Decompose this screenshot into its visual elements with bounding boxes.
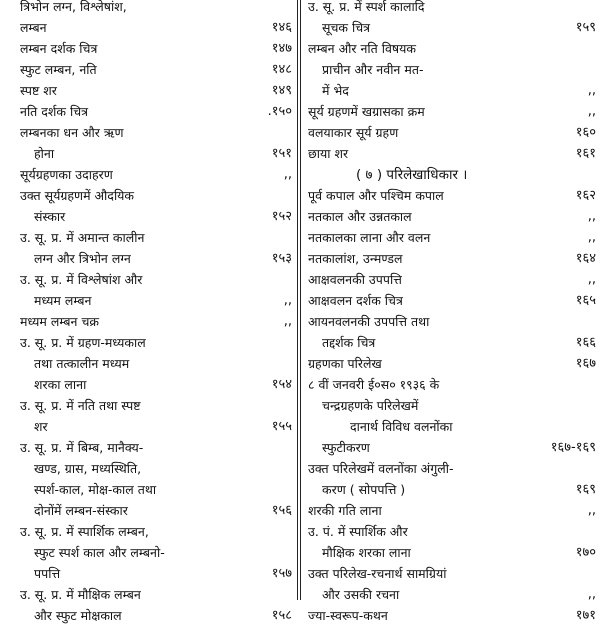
index-entry	[0, 500, 296, 522]
index-entry	[0, 0, 296, 18]
entry-text: आक्षवलन दर्शक चित्र	[308, 293, 403, 308]
index-entry	[302, 332, 600, 354]
entry-text: दानार्थ विविध वलनोंका	[350, 419, 453, 434]
entry-page-number: १७०	[575, 545, 596, 560]
index-entry	[0, 227, 296, 249]
index-entry	[0, 80, 296, 102]
index-entry	[302, 353, 600, 375]
entry-text: और स्फुट मोक्षकाल	[34, 608, 122, 623]
entry-text: ८ वीं जनवरी ई०स० १९३६ के	[308, 377, 440, 392]
index-entry	[0, 395, 296, 417]
entry-text: उक्त परिलेखमें वलनोंका अंगुली-	[308, 461, 454, 476]
index-entry	[302, 437, 600, 459]
entry-page-number: ,,	[283, 167, 292, 182]
entry-page-number: १५४	[271, 377, 292, 392]
index-entry	[302, 416, 600, 438]
section-heading-text: ( ७ ) परिलेखाधिकार ।	[356, 167, 468, 183]
entry-text: लम्बन	[20, 20, 47, 35]
entry-page-number: ,,	[587, 272, 596, 287]
entry-text: उ. सू. प्र. में स्पर्श कालादि	[308, 0, 425, 14]
index-entry	[0, 605, 296, 627]
index-entry	[302, 584, 600, 606]
index-entry	[0, 353, 296, 375]
entry-page-number: ,,	[283, 293, 292, 308]
entry-text: उक्त परिलेख-रचनार्थ सामग्रियां	[308, 566, 447, 581]
entry-page-number: १६५	[575, 293, 596, 308]
entry-page-number: १५९	[575, 20, 596, 35]
index-entry	[0, 38, 296, 60]
entry-text: आयनवलनकी उपपत्ति तथा	[308, 314, 430, 329]
index-entry	[302, 311, 600, 333]
entry-text: नतकालका लाना और वलन	[308, 230, 431, 245]
entry-text: मौक्षिक शरका लाना	[322, 545, 411, 560]
entry-text: लम्बन दर्शक चित्र	[20, 41, 98, 56]
entry-text: शरका लाना	[34, 377, 87, 392]
entry-text: लम्बनका धन और ऋण	[20, 125, 124, 140]
index-entry	[302, 17, 600, 39]
section-heading	[302, 164, 600, 186]
index-entry	[302, 479, 600, 501]
index-entry	[0, 584, 296, 606]
index-entry	[302, 374, 600, 396]
entry-text: दोनोंमें लम्बन-संस्कार	[34, 503, 128, 518]
index-entry	[302, 101, 600, 123]
index-entry	[0, 248, 296, 270]
entry-text: सूर्य ग्रहणमें खग्रासका क्रम	[308, 104, 425, 119]
index-entry	[0, 311, 296, 333]
entry-text: उ. पं. में स्पार्शिक और	[308, 524, 408, 539]
entry-text: नति दर्शक चित्र	[20, 104, 89, 119]
entry-page-number: १६१	[575, 146, 596, 161]
entry-text: लग्न और त्रिभोन लग्न	[34, 251, 131, 266]
index-entry	[302, 143, 600, 165]
entry-page-number: १६०	[575, 125, 596, 140]
entry-text: उ. सू. प्र. में स्पार्शिक लम्बन,	[20, 524, 149, 539]
entry-page-number: १४९	[271, 83, 292, 98]
entry-page-number: १७१	[575, 608, 596, 623]
entry-text: उ. सू. प्र. में बिम्ब, मानैक्य-	[20, 440, 144, 455]
index-entry	[0, 290, 296, 312]
index-entry	[0, 206, 296, 228]
column-divider-rule	[297, 0, 301, 600]
entry-text: पूर्व कपाल और पश्चिम कपाल	[308, 188, 444, 203]
entry-text: उ. सू. प्र. में नति तथा स्पष्ट	[20, 398, 141, 413]
index-entry	[302, 605, 600, 627]
entry-page-number: १५८	[271, 608, 292, 623]
entry-page-number: ,,	[283, 314, 292, 329]
index-entry	[302, 185, 600, 207]
entry-text: मध्यम लम्बन चक्र	[20, 314, 99, 329]
entry-text: आक्षवलनकी उपपत्ति	[308, 272, 402, 287]
index-entry	[302, 38, 600, 60]
index-entry	[0, 437, 296, 459]
index-entry	[302, 395, 600, 417]
entry-text: पपत्ति	[34, 566, 61, 581]
index-entry	[0, 185, 296, 207]
entry-text: ज्या-स्वरूप-कथन	[308, 608, 388, 623]
index-entry	[302, 248, 600, 270]
entry-page-number: १६७	[575, 356, 596, 371]
entry-text: नतकाल और उन्नतकाल	[308, 209, 412, 224]
index-entry	[0, 122, 296, 144]
entry-text: में भेद	[322, 83, 349, 98]
entry-text: करण ( सोपपत्ति )	[322, 482, 406, 497]
index-entry	[0, 458, 296, 480]
index-entry	[302, 122, 600, 144]
entry-text: उक्त सूर्यग्रहणमें औदयिक	[20, 188, 135, 203]
entry-text: त्रिभोन लग्न, विश्लेषांश,	[20, 0, 127, 14]
entry-text: सूर्यग्रहणका उदाहरण	[20, 167, 113, 182]
entry-page-number: ,,	[587, 587, 596, 602]
index-entry	[302, 458, 600, 480]
entry-text: मध्यम लम्बन	[34, 293, 92, 308]
entry-page-number: १५२	[271, 209, 292, 224]
index-entry	[302, 269, 600, 291]
entry-text: छाया शर	[308, 146, 349, 161]
entry-text: खण्ड, ग्रास, मध्यस्थिति,	[34, 461, 142, 476]
entry-text: उ. सू. प्र. में अमान्त कालीन	[20, 230, 145, 245]
entry-page-number: १५७	[271, 566, 292, 581]
entry-text: शरकी गति लाना	[308, 503, 382, 518]
index-entry	[0, 164, 296, 186]
entry-text: तथा तत्कालीन मध्यम	[34, 356, 130, 371]
index-entry	[302, 206, 600, 228]
index-entry	[0, 332, 296, 354]
index-entry	[0, 542, 296, 564]
index-entry	[302, 0, 600, 18]
index-entry	[0, 479, 296, 501]
entry-text: स्फुटीकरण	[322, 440, 370, 455]
entry-page-number: १५५	[271, 419, 292, 434]
index-entry	[302, 542, 600, 564]
index-entry	[302, 500, 600, 522]
index-entry	[302, 59, 600, 81]
entry-page-number: १५१	[271, 146, 292, 161]
entry-text: उ. सू. प्र. में मौक्षिक लम्बन	[20, 587, 141, 602]
entry-text: वलयाकार सूर्य ग्रहण	[308, 125, 399, 140]
index-entry	[0, 59, 296, 81]
index-entry	[302, 563, 600, 585]
entry-text: नतकालांश, उन्मण्डल	[308, 251, 403, 266]
entry-text: और उसकी रचना	[322, 587, 400, 602]
entry-text: संस्कार	[34, 209, 66, 224]
index-entry	[0, 17, 296, 39]
entry-page-number: १४७	[271, 41, 292, 56]
index-entry	[302, 80, 600, 102]
entry-text: स्फुट लम्बन, नति	[20, 62, 97, 77]
index-entry	[0, 269, 296, 291]
index-entry	[0, 374, 296, 396]
entry-page-number: १६४	[575, 251, 596, 266]
entry-text: प्राचीन और नवीन मत-	[322, 62, 424, 77]
entry-text: ग्रहणका परिलेख	[308, 356, 382, 371]
index-entry	[0, 416, 296, 438]
entry-text: तद्दर्शक चित्र	[322, 335, 376, 350]
entry-text: शर	[34, 419, 48, 434]
entry-page-number: १४६	[271, 20, 292, 35]
index-entry	[0, 143, 296, 165]
index-entry	[302, 290, 600, 312]
entry-page-number: ,,	[587, 209, 596, 224]
entry-page-number: ,,	[587, 104, 596, 119]
entry-text: चन्द्रग्रहणके परिलेखमें	[322, 398, 419, 413]
entry-page-number: १६२	[575, 188, 596, 203]
entry-page-number: ,,	[587, 230, 596, 245]
entry-page-number: १५३	[271, 251, 292, 266]
entry-page-number: १४८	[271, 62, 292, 77]
index-entry	[302, 521, 600, 543]
index-entry	[0, 521, 296, 543]
entry-page-number: १६७-१६९	[550, 440, 596, 455]
entry-text: सूचक चित्र	[322, 20, 371, 35]
index-entry	[302, 227, 600, 249]
entry-text: स्पर्श-काल, मोक्ष-काल तथा	[34, 482, 157, 497]
entry-page-number: .१५०	[267, 104, 292, 119]
entry-text: स्फुट स्पर्श काल और लम्बनो-	[34, 545, 165, 560]
entry-page-number: १६९	[575, 482, 596, 497]
entry-text: स्पष्ट शर	[20, 83, 57, 98]
entry-page-number: ,,	[587, 83, 596, 98]
entry-text: उ. सू. प्र. में विश्लेषांश और	[20, 272, 143, 287]
entry-text: उ. सू. प्र. में ग्रहण-मध्यकाल	[20, 335, 146, 350]
entry-page-number: १५६	[271, 503, 292, 518]
entry-page-number: १६६	[575, 335, 596, 350]
index-entry	[0, 101, 296, 123]
entry-text: होना	[34, 146, 55, 161]
entry-page-number: ,,	[587, 503, 596, 518]
entry-text: लम्बन और नति विषयक	[308, 41, 416, 56]
index-entry	[0, 563, 296, 585]
